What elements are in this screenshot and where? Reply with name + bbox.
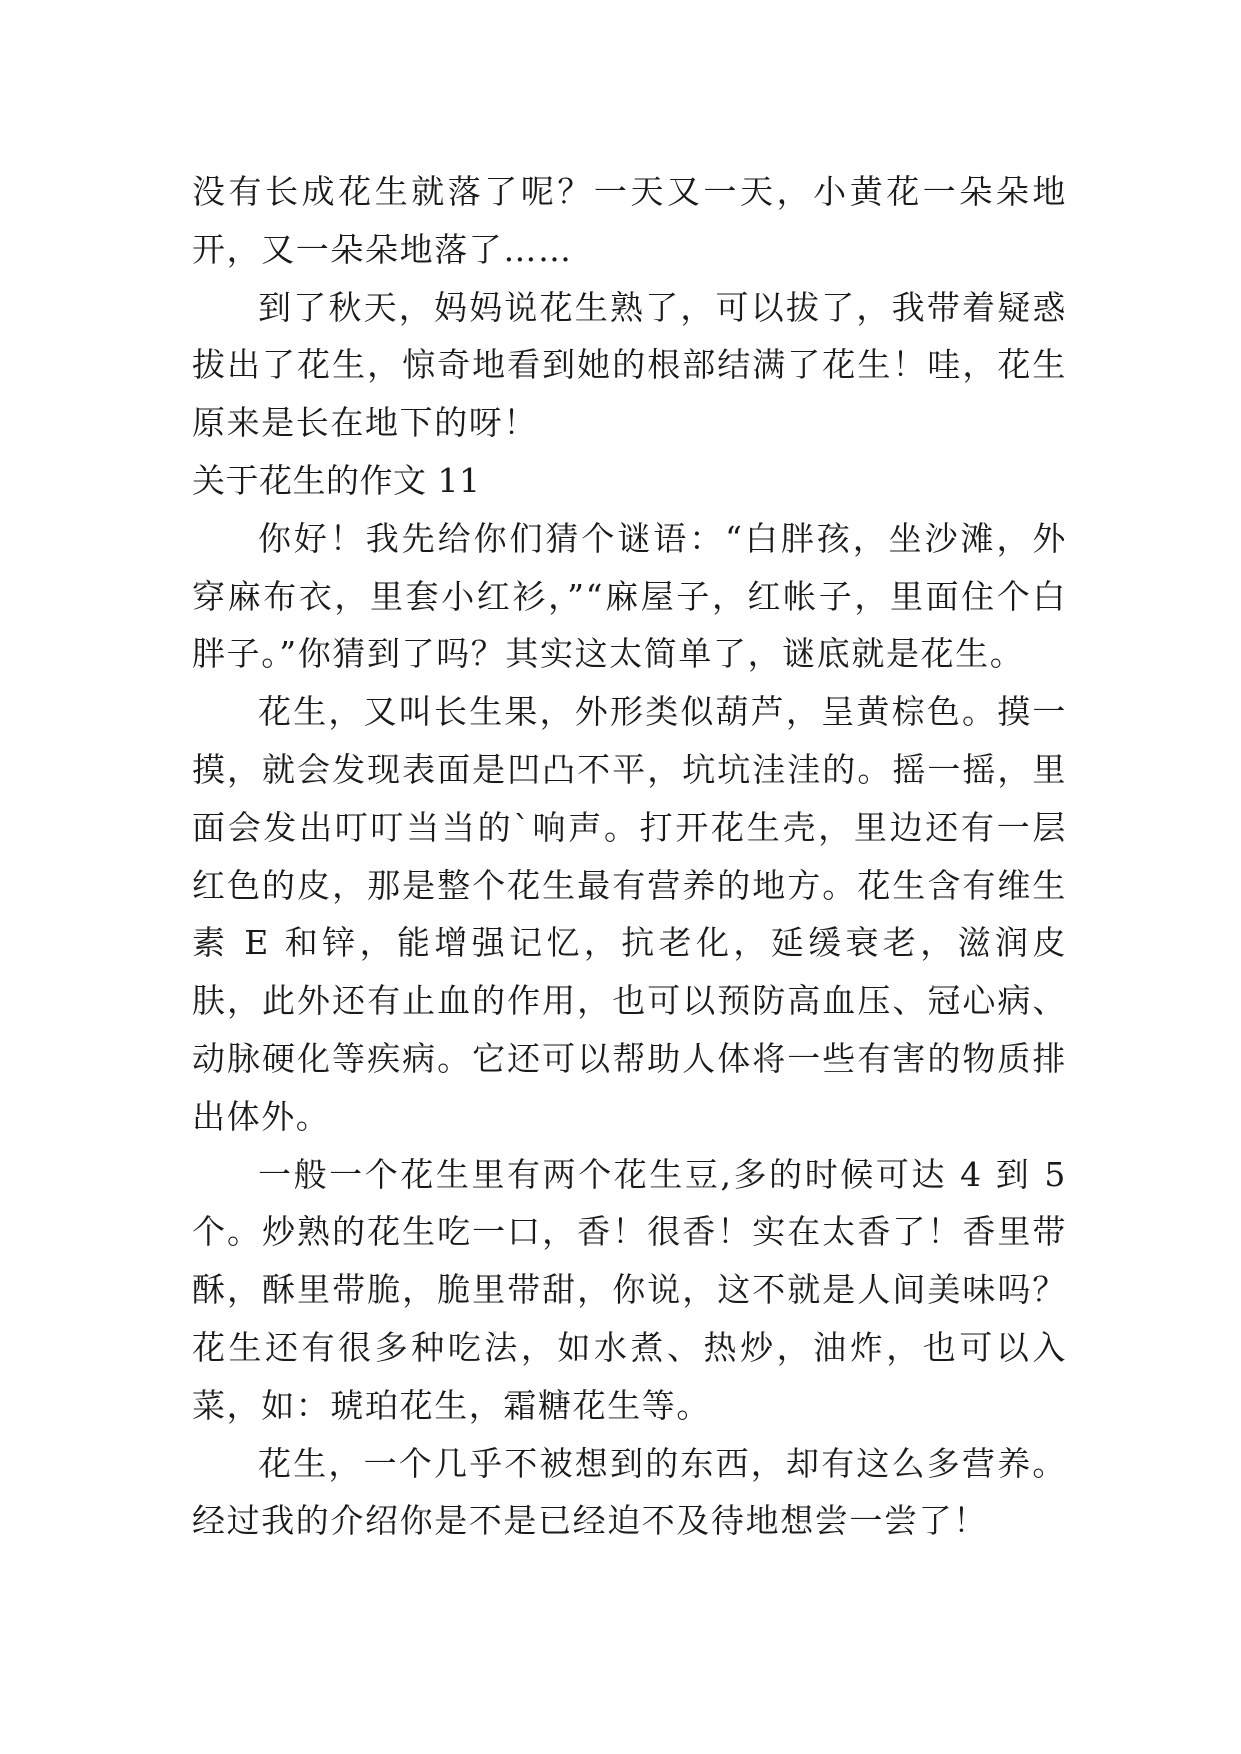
paragraph-5: 一般一个花生里有两个花生豆,多的时候可达 4 到 5 个。炒熟的花生吃一口，香！很香！实在太香了！香里带酥，酥里带脆，脆里带甜，你说，这不就是人间美味吗？花生还有很多种吃法，如水煮、热炒，油炸，也可以入菜，如：琥珀花生，霜糖花生等。 (192, 1154, 1067, 1425)
paragraph-1: 没有长成花生就落了呢？一天又一天，小黄花一朵朵地开，又一朵朵地落了…… (192, 172, 1067, 269)
paragraph-6: 花生，一个几乎不被想到的东西，却有这么多营养。经过我的介绍你是不是已经迫不及待地想尝一尝了！ (192, 1443, 1067, 1541)
paragraph-3: 你好！我先给你们猜个谜语：“白胖孩，坐沙滩，外穿麻布衣，里套小红衫，”“麻屋子，红帐子，里面住个白胖子。”你猜到了吗？其实这太简单了，谜底就是花生。 (192, 518, 1067, 674)
paragraph-2: 到了秋天，妈妈说花生熟了，可以拔了，我带着疑惑拔出了花生，惊奇地看到她的根部结满了花生！哇，花生原来是长在地下的呀！ (192, 287, 1067, 443)
document-body (192, 163, 1067, 1550)
paragraph-4: 花生，又叫长生果，外形类似葫芦，呈黄棕色。摸一摸，就会发现表面是凹凸不平，坑坑洼洼的。摇一摇，里面会发出叮叮当当的`响声。打开花生壳，里边还有一层红色的皮，那是整个花生最有营养的地方。花生含有维生素 E 和锌，能增强记忆，抗老化，延缓衰老，滋润皮肤，此外还有止血的作用，也可以预防高血压、冠心病、动脉硬化等疾病。它还可以帮助人体将一些有害的物质排出体外。 (192, 692, 1067, 1136)
section-heading: 关于花生的作文 11 (192, 460, 481, 500)
